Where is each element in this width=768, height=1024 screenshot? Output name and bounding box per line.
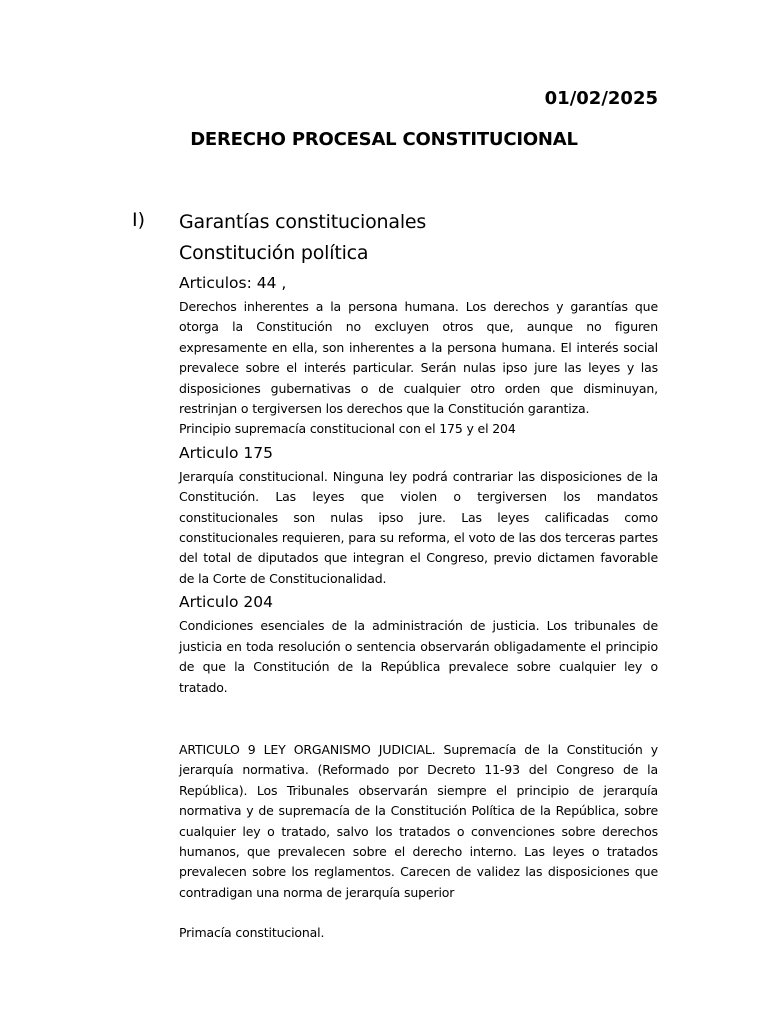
document-body [179,207,658,944]
document-title: DERECHO PROCESAL CONSTITUCIONAL [190,129,578,150]
articles-label: Articulos: 44 , [179,274,287,292]
article-175-label: Articulo 175 [179,443,274,462]
article-44-text: Derechos inherentes a la persona humana. Los derechos y garantías que otorga la Constitución no excluyen otros que, aunque no figuren expresamente en ella, son inherentes a la persona humana. El interés social prevalece sobre el interés particular. Serán nulas ipso jure las leyes y las disposiciones gubernativas o de cualquier otro orden que disminuyan, restrinjan o tergiversen los derechos que la Constitución garantiza. [179,299,658,417]
article-9-text: ARTICULO 9 LEY ORGANISMO JUDICIAL. Supremacía de la Constitución y jerarquía normativa. (Reformado por Decreto 11-93 del Congreso de la República). Los Tribunales observarán siempre el principio de jerarquía normativa y de supremacía de la Constitución Política de la República, sobre cualquier ley o tratado, salvo los tratados o convenciones sobre derechos humanos, que prevalecen sobre el derecho interno. Las leyes o tratados prevalecen sobre los reglamentos. Carecen de validez las disposiciones que contradigan una norma de jerarquía superior [179,741,658,900]
article-204-text: Condiciones esenciales de la administración de justicia. Los tribunales de justicia en toda resolución o sentencia observarán obligadamente el principio de que la Constitución de la República prevalece sobre cualquier ley o tratado. [179,618,658,695]
article-175-text: Jerarquía constitucional. Ninguna ley podrá contrariar las disposiciones de la Constitución. Las leyes que violen o tergiversen los mandatos constitucionales son nulas ipso jure. Las leyes calificadas como constitucionales requieren, para su reforma, el voto de las dos terceras partes del total de diputados que integran el Congreso, previo dictamen favorable de la Corte de Constitucionalidad. [179,468,658,586]
section-heading: Garantías constitucionales [179,211,427,233]
section-number: I) [132,209,146,231]
subsection-heading: Constitución política [179,242,369,264]
closing-note: Primacía constitucional. [179,925,325,941]
article-204-label: Articulo 204 [179,593,274,612]
principle-note: Principio supremacía constitucional con el 175 y el 204 [179,421,516,437]
spacer [179,698,658,740]
spacer [179,903,658,923]
document-date: 01/02/2025 [544,88,658,109]
